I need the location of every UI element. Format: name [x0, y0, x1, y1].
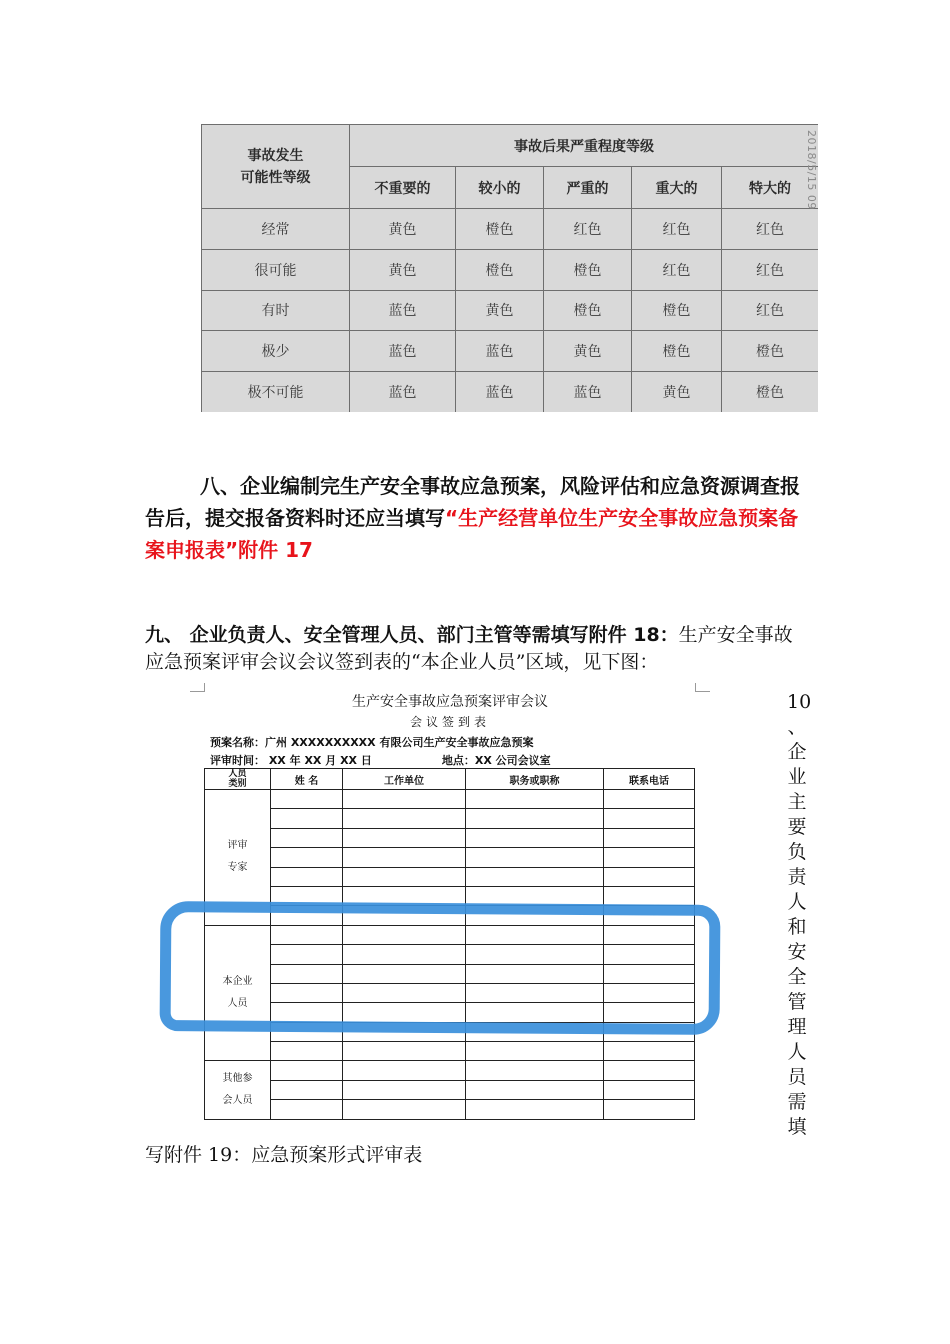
sheet-blank-cell: [466, 867, 604, 886]
matrix-col-header: 特大的: [722, 167, 819, 209]
review-location: 地点：XX 公司会议室: [441, 754, 551, 767]
sheet-blank-cell: [604, 1061, 695, 1080]
vertical-char: 安: [787, 941, 807, 963]
section-8-annex: 附件 17: [238, 538, 313, 562]
sheet-blank-cell: [271, 848, 343, 867]
section-8-paragraph: [145, 470, 810, 566]
matrix-cell: 红色: [544, 209, 632, 250]
section-9-paragraph: [145, 622, 810, 676]
sheet-blank-cell: [604, 828, 695, 847]
sheet-subtitle: 会议签到表: [409, 715, 490, 729]
sheet-blank-cell: [604, 1080, 695, 1099]
matrix-cell: 蓝色: [544, 372, 632, 412]
matrix-cell: 橙色: [544, 290, 632, 331]
sheet-blank-cell: [271, 867, 343, 886]
vertical-char: 要: [787, 816, 807, 838]
sheet-blank-cell: [343, 848, 466, 867]
vertical-char: 全: [787, 966, 807, 988]
sheet-header-phone: 联系电话: [604, 769, 695, 790]
vertical-char: 责: [787, 866, 807, 888]
review-time: 评审时间： XX 年 XX 月 XX 日: [210, 754, 372, 767]
sheet-blank-cell: [343, 809, 466, 828]
vertical-char: 需: [787, 1091, 807, 1113]
sheet-header-unit: 工作单位: [343, 769, 466, 790]
sheet-header-category: 人员 类别: [205, 769, 271, 790]
sheet-blank-cell: [466, 790, 604, 809]
matrix-cell: 红色: [632, 209, 722, 250]
matrix-cell: 橙色: [632, 331, 722, 372]
sheet-blank-cell: [271, 1080, 343, 1099]
section-9-lead: 九、 企业负责人、安全管理人员、部门主管等需填写附件 18：: [145, 624, 679, 646]
vertical-char: 10: [787, 691, 812, 713]
sheet-blank-cell: [271, 1100, 343, 1119]
sheet-blank-cell: [466, 848, 604, 867]
sheet-category-label: 其他参 会人员: [205, 1061, 271, 1119]
sheet-header-name: 姓 名: [271, 769, 343, 790]
sheet-blank-cell: [466, 1080, 604, 1099]
risk-matrix-photo: [201, 124, 818, 412]
vertical-char: 人: [787, 1041, 807, 1063]
sheet-blank-cell: [343, 1080, 466, 1099]
photo-date-stamp: 2018/5/15 09: [805, 130, 818, 210]
matrix-row-label: 经常: [202, 209, 350, 250]
sheet-blank-cell: [466, 1042, 604, 1061]
sheet-category-label: 评审 专家: [205, 790, 271, 926]
risk-matrix-table: [201, 124, 818, 412]
sheet-blank-cell: [604, 1042, 695, 1061]
vertical-char: 主: [787, 791, 807, 813]
sheet-blank-cell: [271, 809, 343, 828]
matrix-cell: 红色: [722, 249, 819, 290]
section-8-text: 八、企业编制完生产安全事故应急预案，风险评估和应急资源调查报告后，提交报备资料时还应当填写: [145, 474, 800, 530]
matrix-cell: 橙色: [456, 249, 544, 290]
sheet-blank-cell: [271, 1061, 343, 1080]
matrix-col-header: 较小的: [456, 167, 544, 209]
matrix-row-label: 极不可能: [202, 372, 350, 412]
sheet-blank-cell: [343, 867, 466, 886]
sheet-blank-cell: [604, 867, 695, 886]
matrix-cell: 蓝色: [350, 290, 456, 331]
vertical-char: 人: [787, 891, 807, 913]
vertical-char: 和: [787, 916, 807, 938]
sheet-blank-cell: [604, 790, 695, 809]
matrix-cell: 蓝色: [350, 372, 456, 412]
matrix-cell: 黄色: [350, 209, 456, 250]
matrix-row-label: 极少: [202, 331, 350, 372]
matrix-corner-label: 事故发生 可能性等级: [202, 125, 350, 209]
matrix-cell: 蓝色: [350, 331, 456, 372]
matrix-group-header: 事故后果严重程度等级: [350, 125, 819, 167]
matrix-cell: 橙色: [544, 249, 632, 290]
matrix-cell: 黄色: [350, 249, 456, 290]
matrix-cell: 橙色: [456, 209, 544, 250]
matrix-col-header: 严重的: [544, 167, 632, 209]
matrix-cell: 蓝色: [456, 331, 544, 372]
sheet-blank-cell: [343, 1100, 466, 1119]
matrix-cell: 橙色: [722, 331, 819, 372]
sheet-blank-cell: [466, 828, 604, 847]
matrix-cell: 红色: [722, 209, 819, 250]
sheet-header-title: 职务或职称: [466, 769, 604, 790]
matrix-cell: 橙色: [722, 372, 819, 412]
sheet-blank-cell: [604, 886, 695, 905]
sign-in-sheet-image: [190, 683, 710, 1128]
vertical-char: 管: [787, 991, 807, 1013]
section-10-vertical-text: [787, 690, 812, 1140]
sheet-blank-cell: [271, 790, 343, 809]
vertical-char: 填: [787, 1116, 807, 1138]
sheet-blank-cell: [604, 809, 695, 828]
matrix-cell: 蓝色: [456, 372, 544, 412]
sheet-blank-cell: [343, 828, 466, 847]
vertical-char: 业: [787, 766, 807, 788]
matrix-cell: 红色: [632, 249, 722, 290]
blue-highlight-annotation: [160, 901, 721, 1035]
sheet-blank-cell: [343, 1061, 466, 1080]
section-8-form-name: “生产经营单位生产安全事故应急预案备案申报表”: [145, 506, 799, 562]
sheet-blank-cell: [343, 1042, 466, 1061]
sheet-blank-cell: [604, 1100, 695, 1119]
matrix-cell: 黄色: [544, 331, 632, 372]
sheet-blank-cell: [271, 828, 343, 847]
vertical-char: 负: [787, 841, 807, 863]
plan-name: 预案名称：广州 XXXXXXXXXX 有限公司生产安全事故应急预案: [210, 736, 534, 749]
matrix-col-header: 重大的: [632, 167, 722, 209]
vertical-char: 员: [787, 1066, 807, 1088]
matrix-cell: 黄色: [456, 290, 544, 331]
vertical-char: 理: [787, 1016, 807, 1038]
section-9-text: 生产安全事故应急预案评审会议会议签到表的“本企业人员”区域，见下图：: [145, 624, 793, 673]
matrix-row-label: 很可能: [202, 249, 350, 290]
sheet-blank-cell: [271, 1042, 343, 1061]
vertical-char: 企: [787, 741, 807, 763]
sheet-title: 生产安全事故应急预案评审会议: [352, 694, 548, 710]
matrix-row-label: 有时: [202, 290, 350, 331]
matrix-cell: 红色: [722, 290, 819, 331]
sheet-blank-cell: [466, 1061, 604, 1080]
sheet-blank-cell: [343, 790, 466, 809]
matrix-col-header: 不重要的: [350, 167, 456, 209]
sheet-category-label: 本企业 人员: [205, 925, 271, 1061]
section-10-continuation: 写附件 19：应急预案形式评审表: [145, 1144, 423, 1166]
review-meta: [210, 752, 551, 768]
vertical-char: 、: [787, 716, 807, 738]
sheet-blank-cell: [466, 1100, 604, 1119]
matrix-cell: 橙色: [632, 290, 722, 331]
sheet-blank-cell: [466, 809, 604, 828]
sheet-blank-cell: [604, 848, 695, 867]
matrix-cell: 黄色: [632, 372, 722, 412]
